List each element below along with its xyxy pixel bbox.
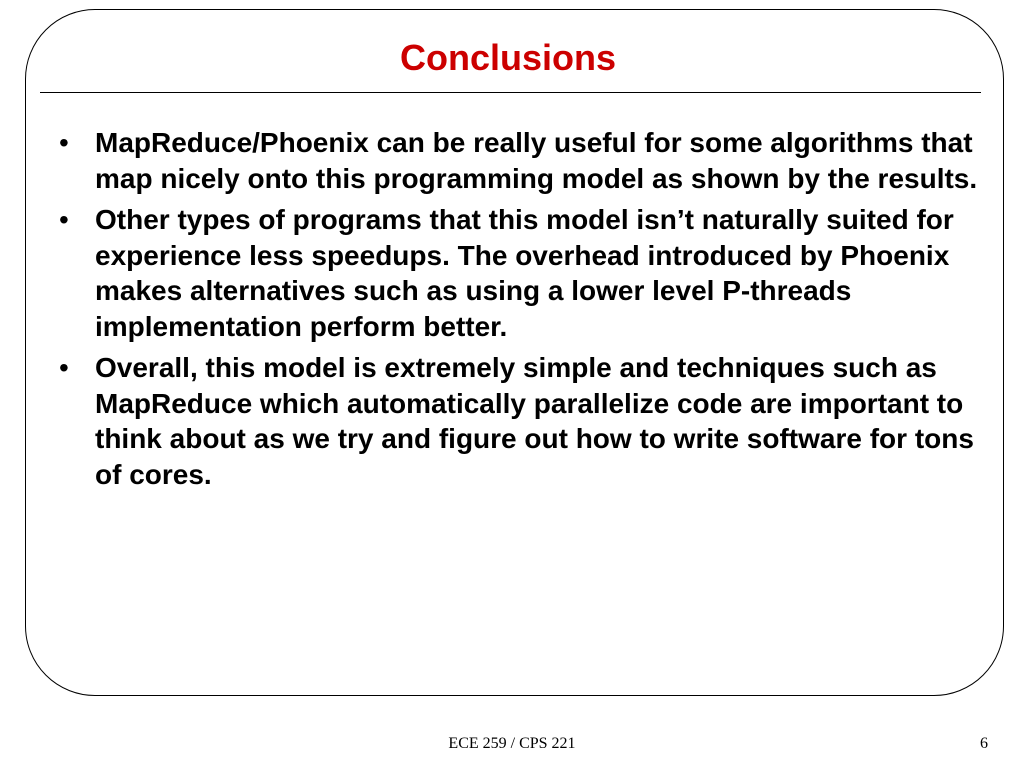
bullet-text: Other types of programs that this model isn’t naturally suited for experience less speedups. The overhead introduced by Phoenix makes alternatives such as using a lower level P-threads implementation perform better. — [95, 204, 954, 342]
slide-title: Conclusions — [399, 37, 617, 78]
bullet-marker: • — [59, 352, 69, 383]
footer-course: ECE 259 / CPS 221 — [448, 735, 576, 752]
footer-page-number: 6 — [980, 735, 988, 752]
bullet-text: MapReduce/Phoenix can be really useful for some algorithms that map nicely onto this programming model as shown by the results. — [95, 127, 978, 194]
bullet-marker: • — [59, 204, 69, 235]
bullet-text: Overall, this model is extremely simple and techniques such as MapReduce which automatically parallelize code are important to think about as we try and figure out how to write software for tons of cores. — [95, 352, 974, 490]
bullet-marker: • — [59, 127, 69, 158]
bullet-item — [55, 202, 980, 344]
bullet-list — [55, 125, 980, 498]
bullet-item — [55, 350, 980, 492]
title-divider — [40, 92, 981, 93]
bullet-item — [55, 125, 980, 196]
